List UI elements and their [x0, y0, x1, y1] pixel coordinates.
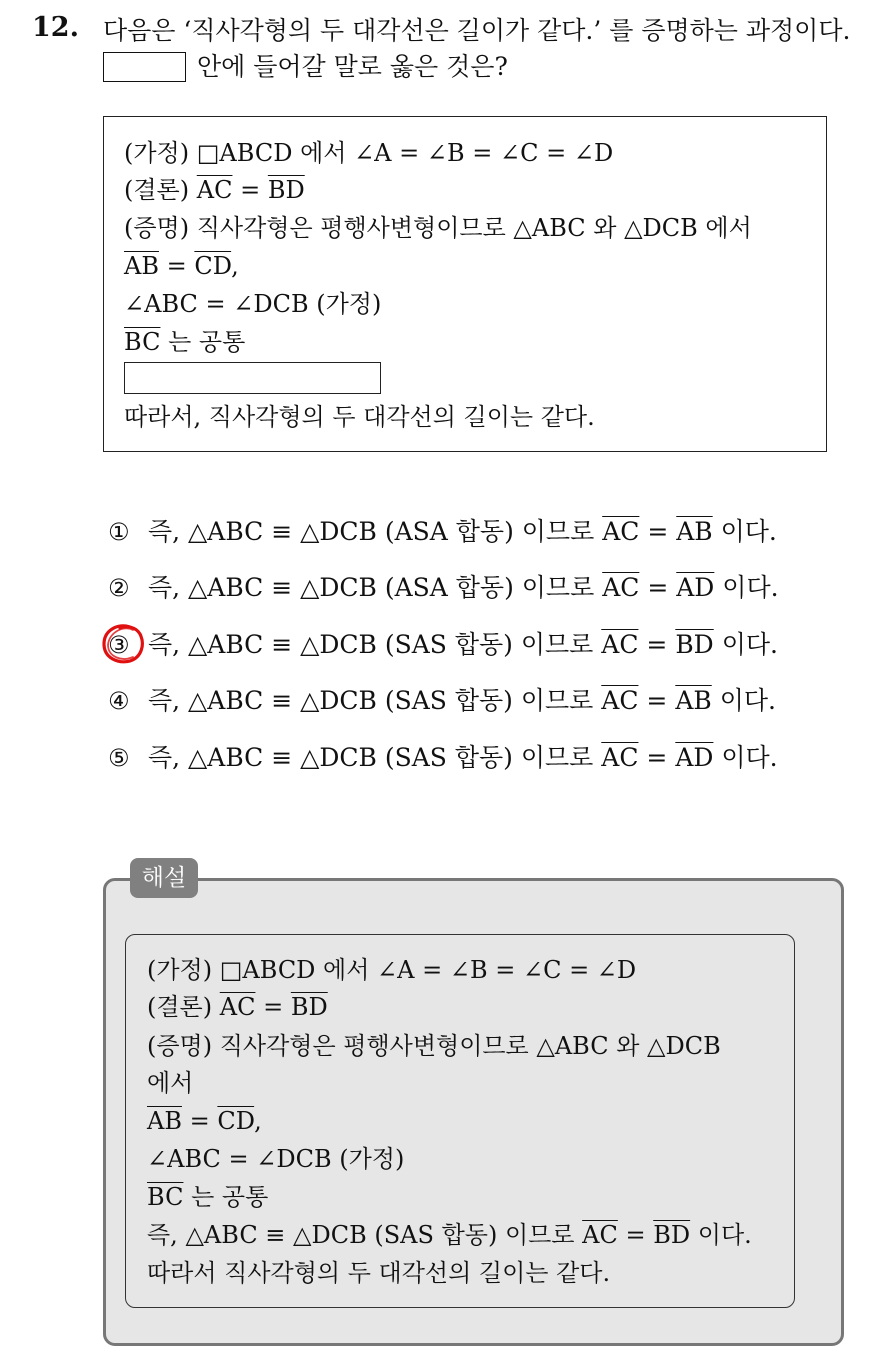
choice-option[interactable] — [108, 740, 778, 776]
choice-text: 즉, △ABC ≡ △DCB (ASA 합동) 이므로 — [148, 517, 595, 546]
congruence-text: 즉, △ABC ≡ △DCB (SAS 합동) 이므로 — [147, 1221, 575, 1249]
equals-sign: = — [166, 252, 187, 280]
segment-bd: $\overline{BD}$ — [290, 993, 328, 1021]
proof-label: (증명) — [124, 214, 190, 242]
equals-sign: = — [647, 573, 669, 602]
conclusion-label: (결론) — [124, 176, 190, 204]
choice-number: ② — [108, 574, 130, 602]
equals-sign: = — [646, 630, 668, 659]
hypothesis-text: □ABCD 에서 ∠A = ∠B = ∠C = ∠D — [196, 139, 614, 167]
choice-segment-1: $\overline{AC}$ — [601, 686, 639, 715]
choice-text: 즉, △ABC ≡ △DCB (SAS 합동) 이므로 — [148, 686, 594, 715]
choice-ending: 이다. — [719, 686, 776, 715]
choice-ending: 이다. — [722, 573, 779, 602]
solution-hypothesis: (가정) □ABCD 에서 ∠A = ∠B = ∠C = ∠D — [147, 956, 637, 984]
choice-option[interactable] — [108, 570, 779, 606]
question-text-line1: 다음은 ‘직사각형의 두 대각선은 길이가 같다.’ 를 증명하는 과정이다. — [103, 16, 851, 45]
choice-ending: 이다. — [721, 743, 778, 772]
segment-ac: $\overline{AC}$ — [219, 993, 256, 1021]
choice-text: 즉, △ABC ≡ △DCB (SAS 합동) 이므로 — [148, 630, 594, 659]
proof-text: 직사각형은 평행사변형이므로 △ABC 와 △DCB 에서 — [196, 214, 752, 242]
solution-proof-line1: (증명) 직사각형은 평행사변형이므로 △ABC 와 △DCB — [147, 1032, 721, 1060]
common-text: 는 공통 — [168, 328, 246, 356]
proof-conclusion — [124, 173, 305, 207]
choice-ending: 이다. — [721, 630, 778, 659]
choice-segment-1: $\overline{AC}$ — [601, 630, 639, 659]
equals-sign: = — [647, 517, 669, 546]
choice-segment-2: $\overline{AD}$ — [676, 573, 715, 602]
solution-tag: 해설 — [130, 858, 198, 898]
hypothesis-label: (가정) — [124, 139, 190, 167]
choice-segment-1: $\overline{AC}$ — [602, 573, 640, 602]
solution-line-ab-cd — [147, 1104, 262, 1138]
choice-segment-2: $\overline{AB}$ — [675, 686, 712, 715]
choice-text: 즉, △ABC ≡ △DCB (SAS 합동) 이므로 — [148, 743, 594, 772]
solution-proof-line2: 에서 — [147, 1069, 194, 1097]
segment-ac: $\overline{AC}$ — [582, 1221, 618, 1249]
equals-sign: = — [646, 743, 668, 772]
choice-segment-2: $\overline{AD}$ — [675, 743, 714, 772]
choice-segment-2: $\overline{AB}$ — [676, 517, 713, 546]
proof-final: 따라서, 직사각형의 두 대각선의 길이는 같다. — [124, 403, 595, 431]
solution-final: 따라서 직사각형의 두 대각선의 길이는 같다. — [147, 1259, 611, 1287]
choice-number: ⑤ — [108, 744, 130, 772]
choice-option[interactable] — [108, 514, 777, 550]
choice-option[interactable] — [108, 683, 776, 719]
choice-ending: 이다. — [720, 517, 777, 546]
solution-line-congruence — [147, 1218, 752, 1252]
proof-hypothesis — [124, 136, 613, 170]
segment-cd: $\overline{CD}$ — [194, 252, 232, 280]
proof-blank-box — [124, 362, 381, 394]
segment-ab: $\overline{AB}$ — [124, 252, 159, 280]
segment-ac: $\overline{AC}$ — [196, 176, 233, 204]
comma: , — [254, 1107, 262, 1135]
question-blank-box — [103, 52, 186, 82]
solution-line-angle: ∠ABC = ∠DCB (가정) — [147, 1145, 405, 1173]
proof-line-ab-cd — [124, 249, 239, 283]
solution-line-common — [147, 1180, 268, 1214]
common-text: 는 공통 — [191, 1183, 269, 1211]
comma: , — [231, 252, 239, 280]
equals-sign: = — [263, 993, 284, 1021]
ending-text: 이다. — [697, 1221, 752, 1249]
conclusion-label: (결론) — [147, 993, 213, 1021]
choice-segment-1: $\overline{AC}$ — [602, 517, 640, 546]
choice-number: ④ — [108, 687, 130, 715]
equals-sign: = — [625, 1221, 646, 1249]
choice-number: ① — [108, 518, 130, 546]
choice-text: 즉, △ABC ≡ △DCB (ASA 합동) 이므로 — [148, 573, 595, 602]
segment-bd: $\overline{BD}$ — [267, 176, 305, 204]
proof-line-common — [124, 325, 245, 359]
equals-sign: = — [240, 176, 261, 204]
choice-number: ③ — [108, 631, 130, 659]
segment-bc: $\overline{BC}$ — [124, 328, 161, 356]
question-number: 12. — [32, 12, 79, 43]
choice-option[interactable] — [108, 627, 778, 663]
segment-cd: $\overline{CD}$ — [217, 1107, 255, 1135]
segment-bd: $\overline{BD}$ — [653, 1221, 691, 1249]
choice-segment-2: $\overline{BD}$ — [675, 630, 714, 659]
equals-sign: = — [189, 1107, 210, 1135]
question-text-line2: 안에 들어갈 말로 옳은 것은? — [197, 52, 508, 81]
proof-statement — [124, 211, 752, 245]
equals-sign: = — [646, 686, 668, 715]
choice-segment-1: $\overline{AC}$ — [601, 743, 639, 772]
proof-line-angle: ∠ABC = ∠DCB (가정) — [124, 290, 382, 318]
answer-mark-circle — [100, 622, 146, 666]
segment-ab: $\overline{AB}$ — [147, 1107, 182, 1135]
segment-bc: $\overline{BC}$ — [147, 1183, 184, 1211]
solution-conclusion — [147, 990, 328, 1024]
